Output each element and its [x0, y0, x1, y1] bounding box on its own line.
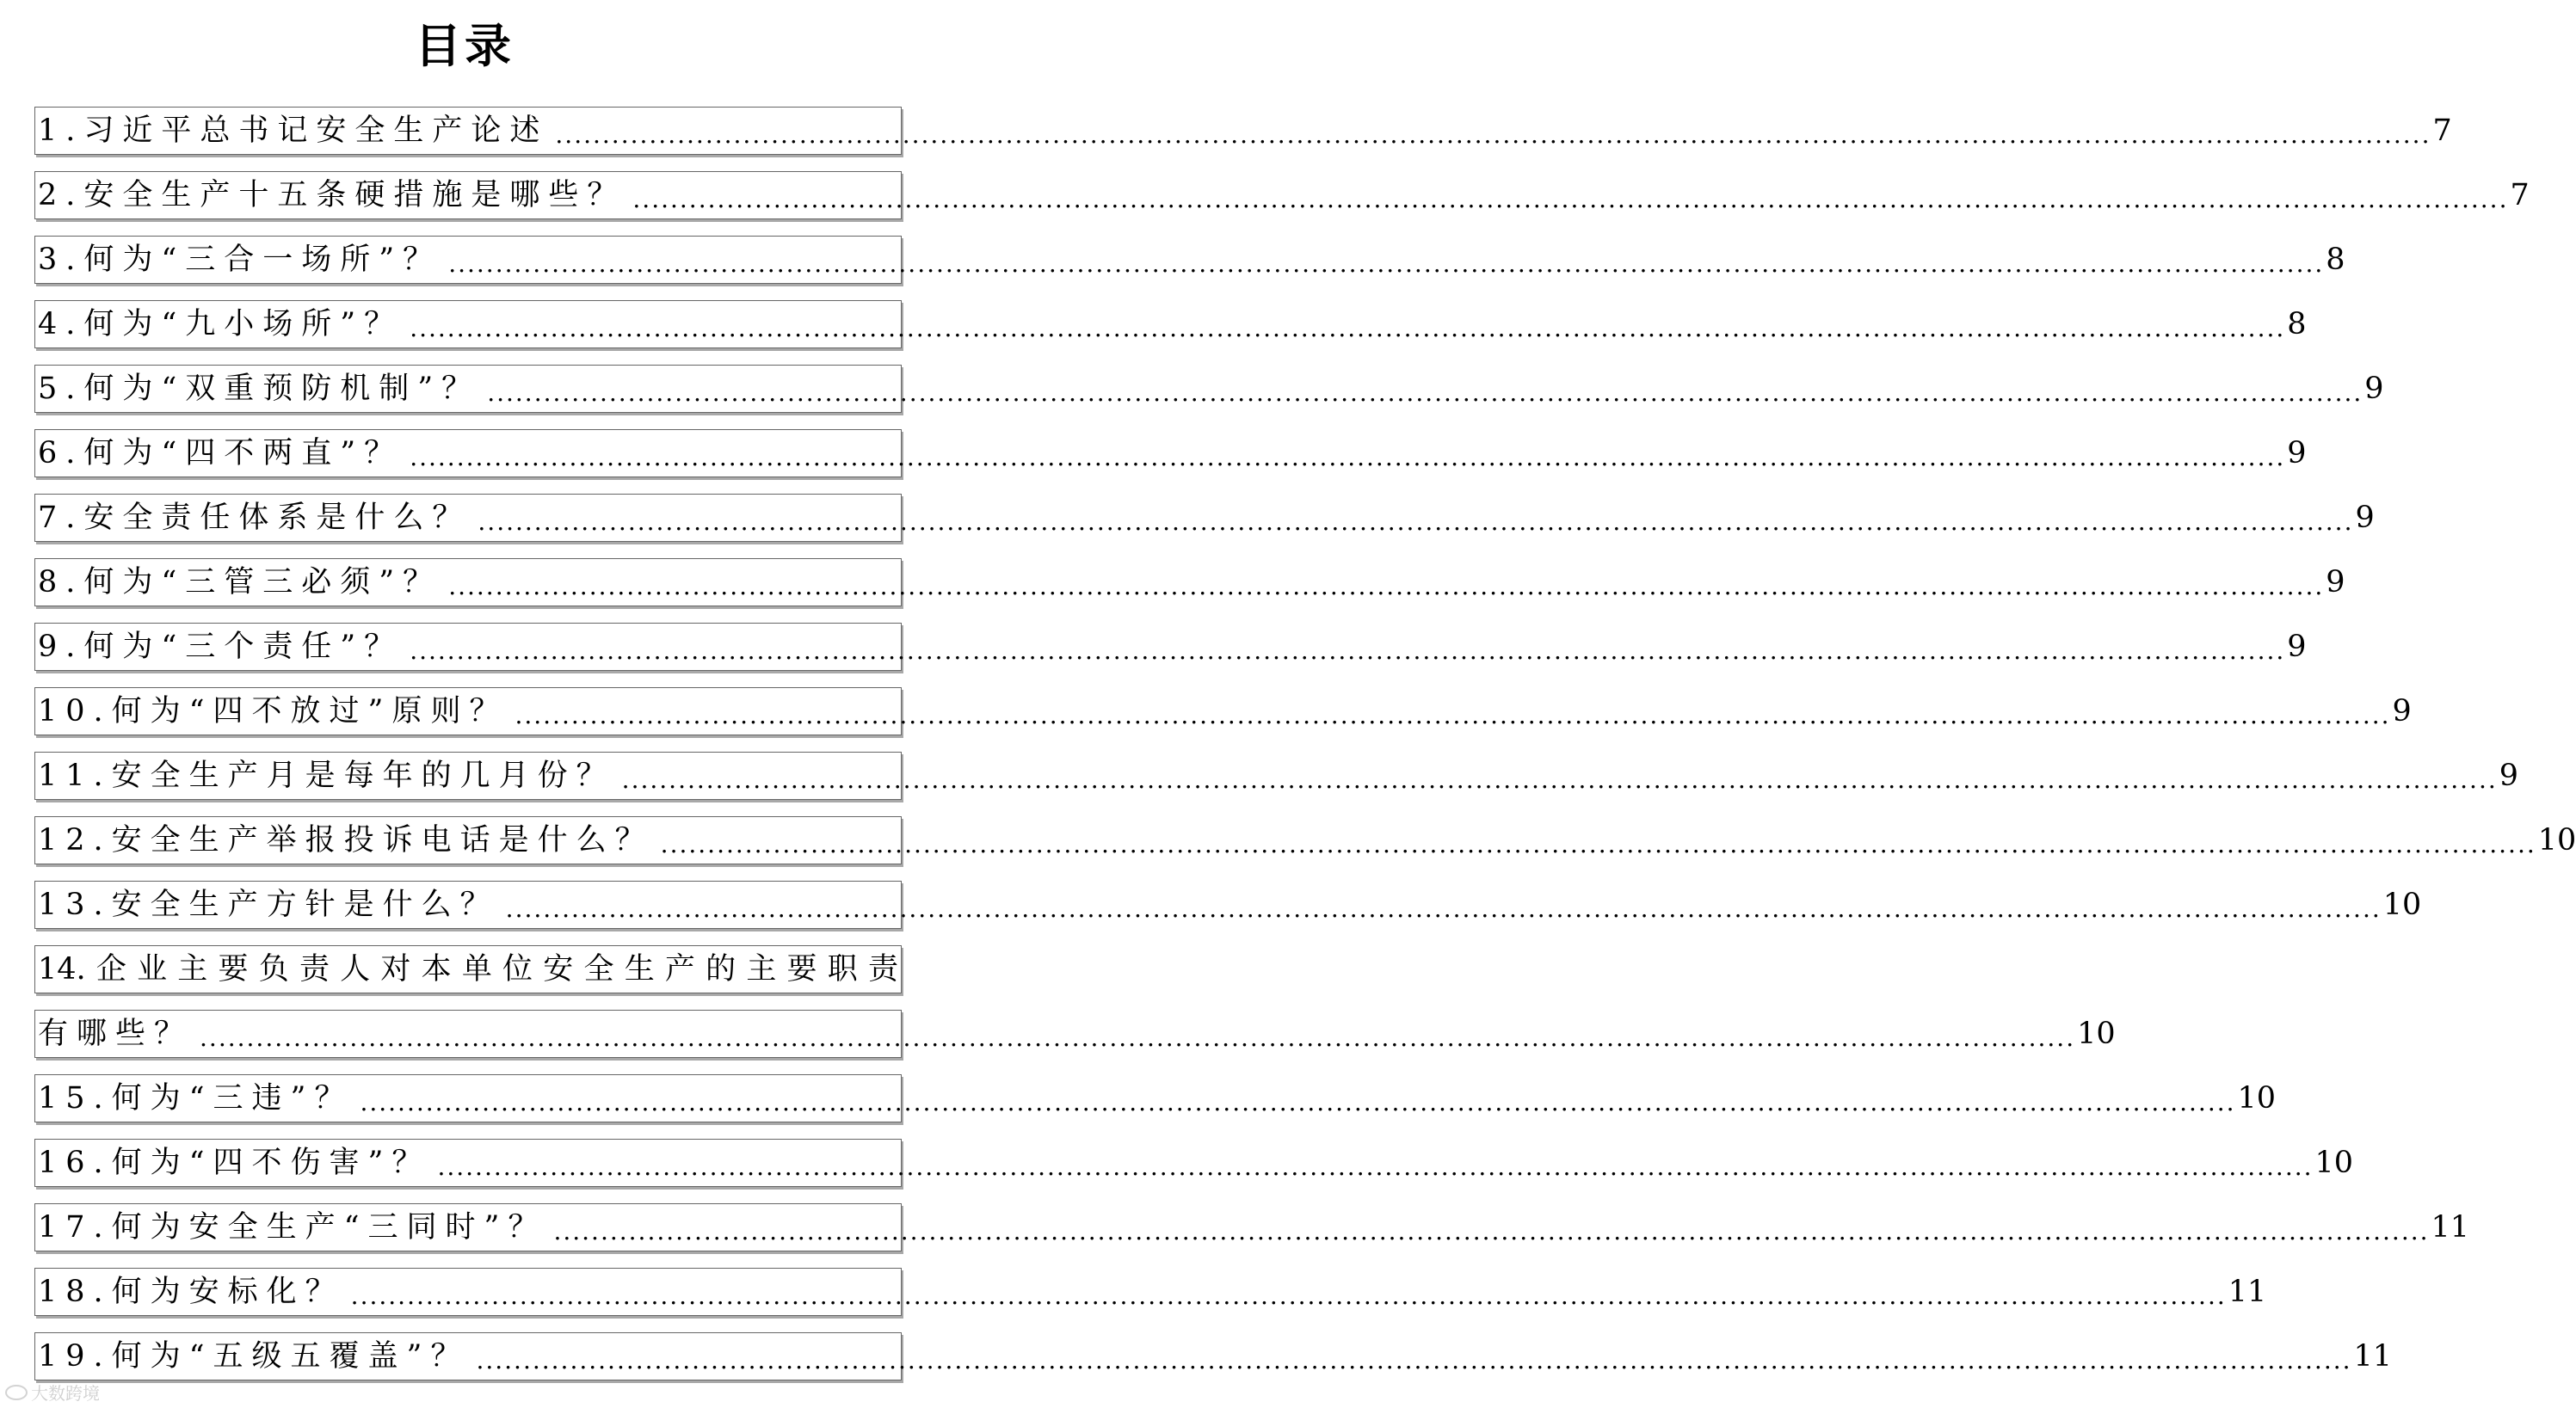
toc-entry-label: 8.何为“三管三必须”？ — [38, 565, 442, 599]
toc-entry-page-number: 9 — [2326, 565, 2345, 599]
toc-entry-label: 9.何为“三个责任”？ — [38, 630, 404, 664]
toc-entry-page-number: 9 — [2287, 436, 2307, 470]
toc-entry-page-number: 10 — [2537, 823, 2576, 858]
toc-entry-page-number: 8 — [2287, 307, 2307, 341]
dot-leader: ........................................................................................................................................................................................................ — [632, 185, 2509, 213]
table-of-contents — [34, 107, 2576, 1397]
toc-entry-label: 4.何为“九小场所”？ — [38, 307, 404, 341]
toc-entry[interactable] — [34, 494, 2375, 542]
toc-entry-label: 18.何为安标化？ — [38, 1275, 344, 1309]
toc-entry-page-number: 7 — [2432, 114, 2452, 148]
toc-entry[interactable] — [34, 1074, 2277, 1122]
toc-entry-label: 6.何为“四不两直”？ — [38, 436, 404, 470]
toc-entry[interactable] — [34, 429, 2307, 477]
toc-entry-label: 17.何为安全生产“三同时”？ — [38, 1210, 547, 1245]
toc-entry[interactable] — [34, 1332, 2393, 1380]
toc-entry-page-number: 9 — [2392, 694, 2412, 729]
dot-leader: ........................................................................................................................................................................................................ — [410, 636, 2286, 665]
watermark-text: 大数跨境 — [31, 1383, 100, 1404]
dot-leader: ........................................................................................................................................................................................................ — [448, 249, 2325, 278]
toc-entry-label: 19.何为“五级五覆盖”？ — [38, 1339, 470, 1374]
toc-entry[interactable] — [34, 945, 902, 993]
toc-entry-label: 5.何为“双重预防机制”？ — [38, 372, 481, 406]
toc-entry-page-number: 11 — [2228, 1275, 2267, 1309]
toc-entry-page-number: 9 — [2499, 759, 2519, 793]
toc-entry[interactable] — [34, 687, 2412, 735]
dot-leader: ........................................................................................................................................................................................................ — [555, 120, 2431, 149]
dot-leader: ........................................................................................................................................................................................................ — [515, 701, 2391, 729]
dot-leader: ........................................................................................................................................................................................................ — [350, 1282, 2227, 1310]
dot-leader: ........................................................................................................................................................................................................ — [621, 765, 2498, 794]
dot-leader: ........................................................................................................................................................................................................ — [437, 1153, 2314, 1181]
toc-entry-label: 有哪些？ — [38, 1017, 194, 1051]
toc-entry-label: 14.企业主要负责人对本单位安全生产的主要职责 — [38, 952, 898, 987]
brand-logo-icon — [5, 1385, 28, 1400]
toc-entry-page-number: 9 — [2364, 372, 2384, 406]
toc-entry[interactable] — [34, 1139, 2354, 1187]
dot-leader: ........................................................................................................................................................................................................ — [200, 1024, 2076, 1052]
watermark — [5, 1380, 100, 1405]
dot-leader: ........................................................................................................................................................................................................ — [448, 572, 2325, 600]
toc-entry-page-number: 11 — [2353, 1339, 2393, 1374]
toc-entry-label: 12.安全生产举报投诉电话是什么？ — [38, 823, 654, 858]
toc-entry[interactable] — [34, 623, 2307, 671]
toc-entry-page-number: 9 — [2355, 501, 2375, 535]
dot-leader: ........................................................................................................................................................................................................ — [410, 314, 2286, 342]
toc-entry-label: 11.安全生产月是每年的几月份？ — [38, 759, 615, 793]
toc-entry-label: 15.何为“三违”？ — [38, 1081, 354, 1116]
toc-entry-label: 7.安全责任体系是什么？ — [38, 501, 471, 535]
dot-leader: ........................................................................................................................................................................................................ — [487, 378, 2363, 407]
toc-entry[interactable] — [34, 300, 2307, 348]
dot-leader: ........................................................................................................................................................................................................ — [505, 895, 2382, 923]
toc-entry-label: 10.何为“四不放过”原则？ — [38, 694, 508, 729]
page-title: 目录 — [415, 19, 515, 73]
dot-leader: ........................................................................................................................................................................................................ — [478, 507, 2354, 536]
toc-entry-page-number: 9 — [2287, 630, 2307, 664]
toc-entry[interactable] — [34, 1203, 2470, 1251]
dot-leader: ........................................................................................................................................................................................................ — [410, 443, 2286, 471]
toc-entry-page-number: 10 — [2314, 1146, 2354, 1180]
toc-entry[interactable] — [34, 752, 2519, 800]
toc-entry[interactable] — [34, 558, 2345, 606]
toc-entry-label: 16.何为“四不伤害”？ — [38, 1146, 431, 1180]
toc-entry-label: 2.安全生产十五条硬措施是哪些？ — [38, 178, 626, 212]
toc-entry-label: 1.习近平总书记安全生产论述 — [38, 114, 549, 148]
toc-entry-label: 3.何为“三合一场所”？ — [38, 243, 442, 277]
toc-entry-page-number: 7 — [2510, 178, 2530, 212]
toc-entry-page-number: 11 — [2431, 1210, 2470, 1245]
toc-entry-page-number: 10 — [2382, 888, 2422, 922]
dot-leader: ........................................................................................................................................................................................................ — [476, 1346, 2352, 1374]
toc-entry[interactable] — [34, 365, 2384, 413]
toc-entry-page-number: 8 — [2326, 243, 2345, 277]
dot-leader: ........................................................................................................................................................................................................ — [660, 830, 2536, 858]
toc-entry-page-number: 10 — [2077, 1017, 2116, 1051]
toc-entry-label: 13.安全生产方针是什么？ — [38, 888, 499, 922]
toc-entry[interactable] — [34, 1010, 2116, 1058]
toc-entry-page-number: 10 — [2237, 1081, 2277, 1116]
dot-leader: ........................................................................................................................................................................................................ — [553, 1217, 2430, 1245]
toc-entry[interactable] — [34, 236, 2345, 284]
toc-entry[interactable] — [34, 816, 2576, 864]
toc-entry[interactable] — [34, 881, 2422, 929]
toc-entry[interactable] — [34, 171, 2530, 219]
toc-entry[interactable] — [34, 107, 2452, 155]
toc-entry[interactable] — [34, 1268, 2267, 1316]
dot-leader: ........................................................................................................................................................................................................ — [360, 1088, 2236, 1116]
